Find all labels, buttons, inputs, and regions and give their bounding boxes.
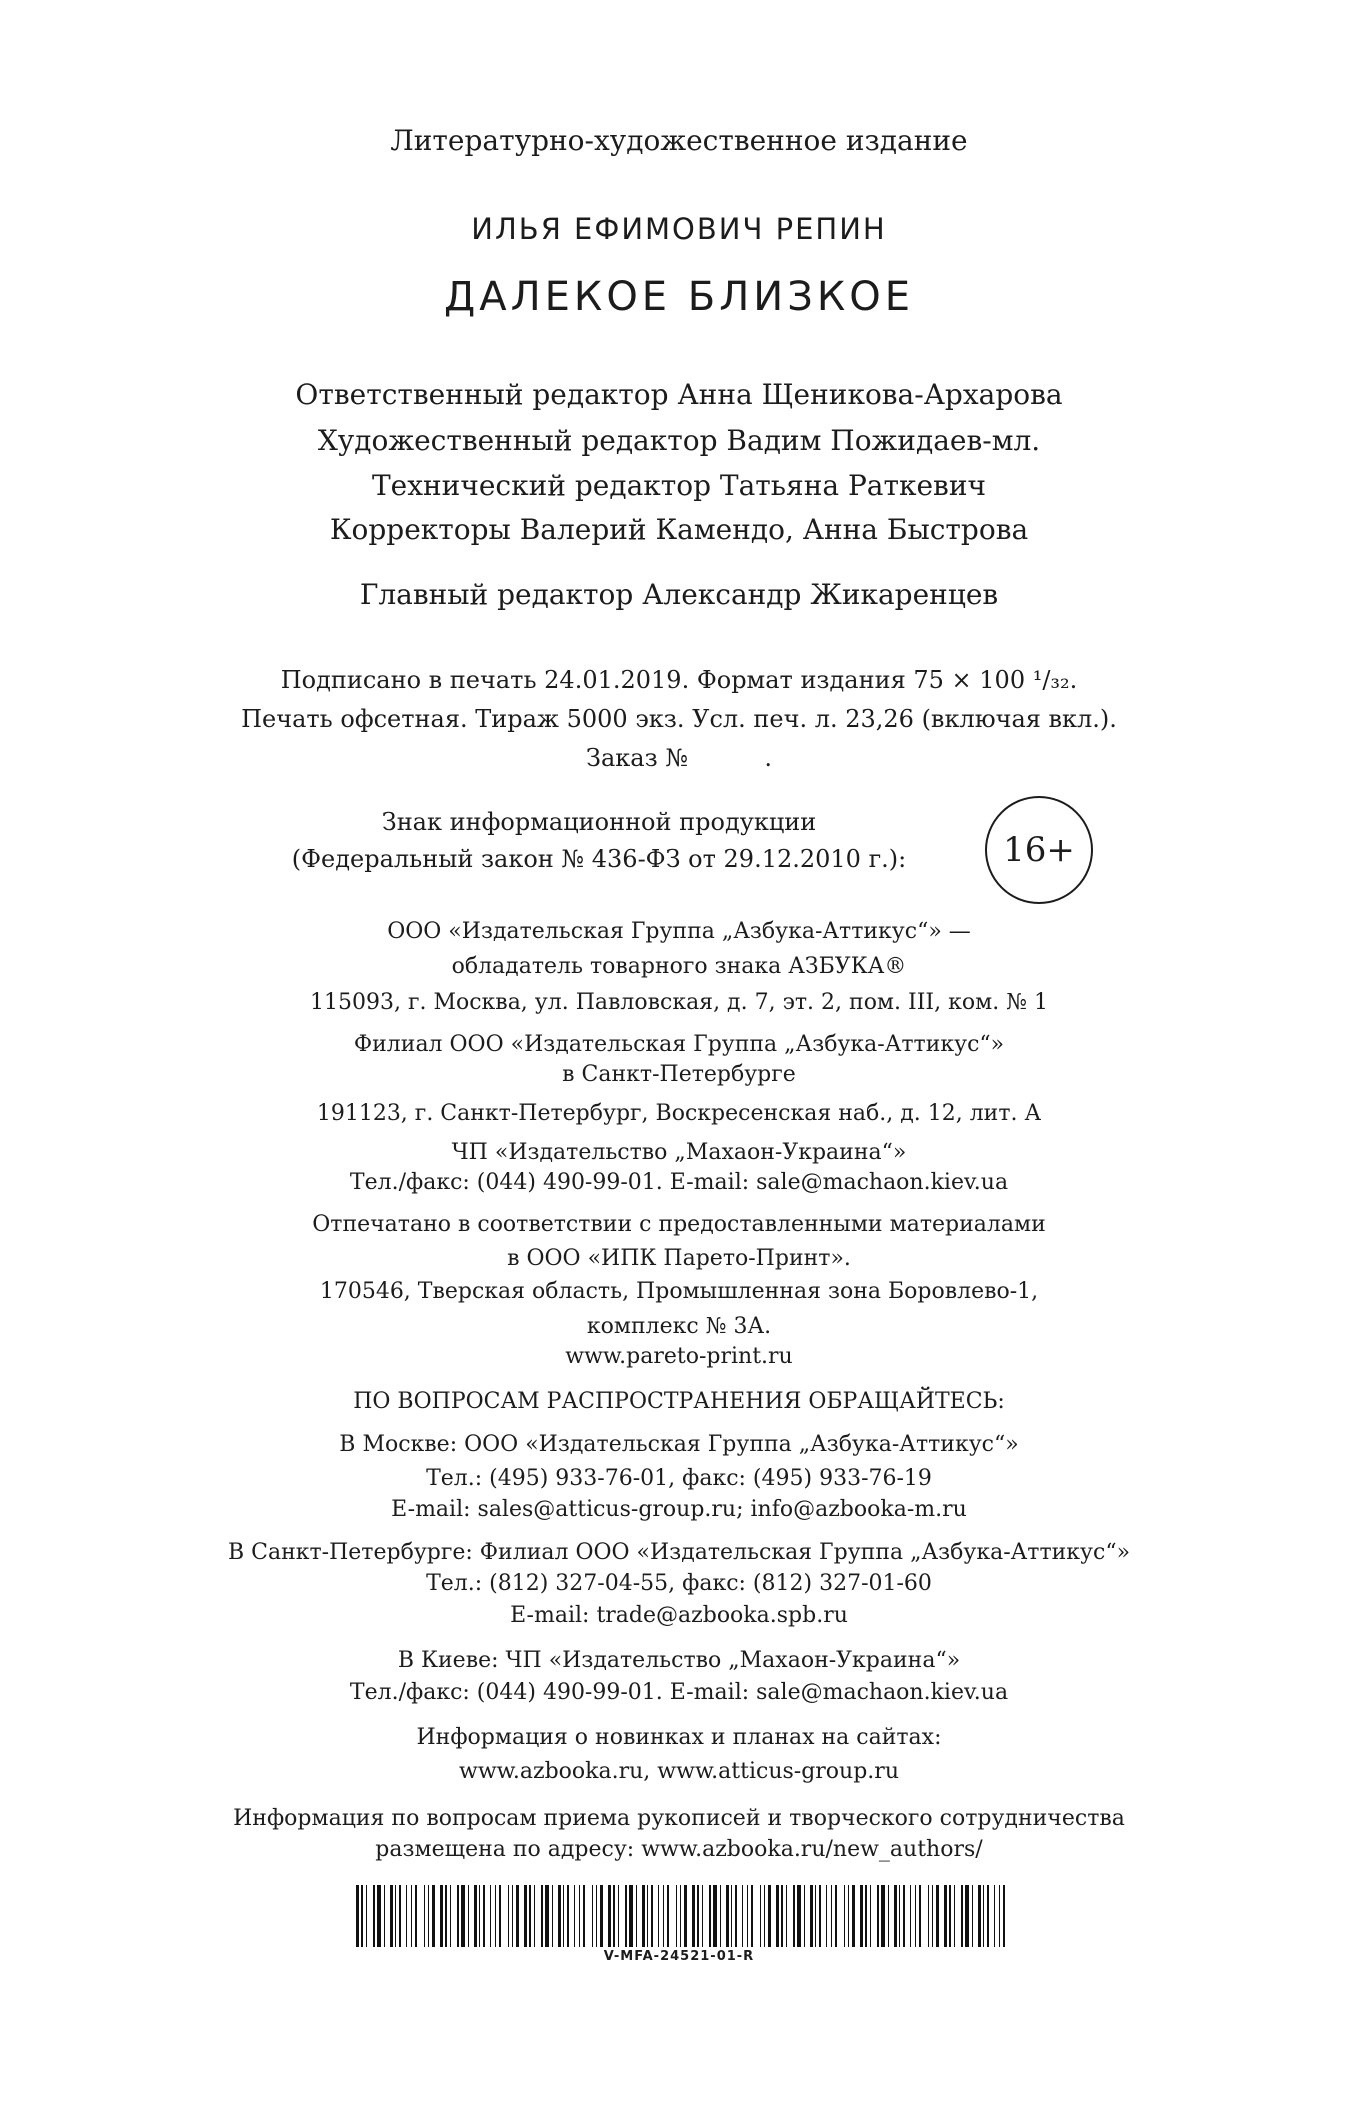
barcode-bar	[629, 1885, 633, 1947]
distribution-heading: ПО ВОПРОСАМ РАСПРОСТРАНЕНИЯ ОБРАЩАЙТЕСЬ:	[353, 1389, 1005, 1414]
barcode-bar	[781, 1885, 783, 1947]
barcode-bar	[910, 1885, 911, 1947]
barcode-bar	[552, 1885, 553, 1947]
barcode-bar	[432, 1885, 435, 1947]
barcode-bar	[965, 1885, 969, 1947]
print-info-line: Печать офсетная. Тираж 5000 экз. Усл. печ. л. 23,26 (включая вкл.).	[241, 705, 1117, 733]
editor-line: Ответственный редактор Анна Щеникова-Архарова	[295, 378, 1063, 411]
barcode-bar	[961, 1885, 963, 1947]
barcode-bar	[676, 1885, 677, 1947]
barcode-bar	[534, 1885, 535, 1947]
barcode-bar	[529, 1885, 531, 1947]
barcode-bar	[512, 1885, 513, 1947]
barcode-bar	[461, 1885, 465, 1947]
barcode-bar	[852, 1885, 855, 1947]
barcode-bar	[684, 1885, 687, 1947]
barcode-bar	[663, 1885, 664, 1947]
barcode-bar	[424, 1885, 425, 1947]
barcode-bar	[474, 1885, 477, 1947]
spb-branch-line: в Санкт-Петербурге	[562, 1062, 796, 1087]
barcode-bar	[819, 1885, 821, 1947]
barcode-bar	[490, 1885, 491, 1947]
websites-heading: Информация о новинках и планах на сайтах:	[416, 1725, 942, 1750]
printer-website: www.pareto-print.ru	[565, 1344, 793, 1369]
barcode-bar	[440, 1885, 443, 1947]
printer-line: Отпечатано в соответствии с предоставленными материалами	[312, 1212, 1046, 1237]
barcode-bar	[600, 1885, 603, 1947]
barcode-bar	[702, 1885, 703, 1947]
barcode-bar	[713, 1885, 717, 1947]
print-info-line: Подписано в печать 24.01.2019. Формат издания 75 × 100 ¹/₃₂.	[280, 666, 1078, 694]
barcode-text: V-MFA-24521-01-R	[603, 1949, 755, 1964]
barcode-bar	[647, 1885, 648, 1947]
barcode-bar	[384, 1885, 385, 1947]
barcode-bar	[735, 1885, 737, 1947]
barcode-bar	[395, 1885, 396, 1947]
barcode-bar	[1003, 1885, 1005, 1947]
spb-email: E-mail: trade@azbooka.spb.ru	[510, 1603, 848, 1628]
barcode-bar	[709, 1885, 711, 1947]
manuscripts-line: Информация по вопросам приема рукописей и творческого сотрудничества	[233, 1806, 1125, 1831]
spb-phones: Тел.: (812) 327-04-55, факс: (812) 327-01-60	[426, 1571, 932, 1596]
spb-branch-line: Филиал ООО «Издательская Группа „Азбука-Аттикус“»	[353, 1032, 1005, 1057]
barcode-bar	[558, 1885, 561, 1947]
barcode-bar	[983, 1885, 984, 1947]
barcode-bar	[999, 1885, 1000, 1947]
barcode-bar	[877, 1885, 879, 1947]
barcode-bar	[406, 1885, 407, 1947]
printer-line: в ООО «ИПК Парето-Принт».	[507, 1246, 851, 1271]
barcode-bar	[567, 1885, 569, 1947]
barcode-bar	[831, 1885, 832, 1947]
barcode-bar	[936, 1885, 939, 1947]
barcode-bar	[445, 1885, 447, 1947]
barcode-bar	[919, 1885, 921, 1947]
barcode-bar	[888, 1885, 889, 1947]
barcode-bar	[747, 1885, 748, 1947]
barcode-bar	[881, 1885, 885, 1947]
chief-editor: Главный редактор Александр Жикаренцев	[359, 578, 999, 611]
barcode-bar	[583, 1885, 585, 1947]
barcode-bar	[516, 1885, 519, 1947]
moscow-phones: Тел.: (495) 933-76-01, факс: (495) 933-76-19	[426, 1466, 932, 1491]
book-title: ДАЛЕКОЕ БЛИЗКОЕ	[443, 274, 915, 320]
order-number: Заказ № .	[586, 744, 772, 772]
barcode-bar	[731, 1885, 732, 1947]
barcode-bar	[844, 1885, 845, 1947]
barcode-bar	[592, 1885, 593, 1947]
barcode-bar	[651, 1885, 653, 1947]
barcode-bar	[356, 1885, 359, 1947]
barcode-bar	[826, 1885, 827, 1947]
age-sign-law: (Федеральный закон № 436-ФЗ от 29.12.2010 г.):	[291, 845, 907, 873]
barcode-bar	[541, 1885, 543, 1947]
editor-line: Технический редактор Татьяна Раткевич	[371, 469, 986, 502]
edition-type: Литературно-художественное издание	[390, 124, 968, 157]
barcode-bar	[870, 1885, 871, 1947]
publisher-line: ООО «Издательская Группа „Азбука-Аттикус“» —	[387, 919, 971, 944]
barcode-bar	[751, 1885, 753, 1947]
spb-distributor: В Санкт-Петербурге: Филиал ООО «Издательская Группа „Азбука-Аттикус“»	[227, 1540, 1131, 1565]
barcode-bar	[810, 1885, 813, 1947]
barcode-bar	[697, 1885, 699, 1947]
barcode-bar	[776, 1885, 779, 1947]
barcode-bar	[524, 1885, 527, 1947]
barcode-bar	[574, 1885, 575, 1947]
barcode-bar	[903, 1885, 905, 1947]
barcode-bar	[450, 1885, 451, 1947]
barcode-bar	[764, 1885, 765, 1947]
barcode-bar	[720, 1885, 721, 1947]
barcode-bar	[786, 1885, 787, 1947]
barcode-bar	[928, 1885, 929, 1947]
barcode-bar	[972, 1885, 973, 1947]
barcode-bar	[642, 1885, 645, 1947]
barcode-bar	[366, 1885, 367, 1947]
barcode-bar	[411, 1885, 412, 1947]
barcode-bar	[428, 1885, 429, 1947]
barcode	[356, 1885, 1006, 1947]
age-rating-badge: 16+	[985, 796, 1093, 904]
barcode-bar	[499, 1885, 501, 1947]
printer-line: комплекс № 3А.	[586, 1314, 772, 1339]
ukraine-line: ЧП «Издательство „Махаон-Украина“»	[451, 1140, 907, 1165]
barcode-bar	[760, 1885, 761, 1947]
barcode-bar	[835, 1885, 837, 1947]
barcode-bar	[625, 1885, 627, 1947]
barcode-bar	[768, 1885, 771, 1947]
barcode-bar	[848, 1885, 849, 1947]
age-sign-label: Знак информационной продукции	[381, 808, 817, 836]
barcode-bar	[479, 1885, 480, 1947]
barcode-bar	[613, 1885, 615, 1947]
barcode-bar	[483, 1885, 485, 1947]
barcode-bar	[899, 1885, 900, 1947]
barcode-bar	[579, 1885, 580, 1947]
barcode-bar	[377, 1885, 381, 1947]
barcode-bar	[545, 1885, 549, 1947]
kiev-distributor: В Киеве: ЧП «Издательство „Махаон-Украина“»	[397, 1648, 961, 1673]
barcode-bar	[932, 1885, 933, 1947]
kiev-contacts: Тел./факс: (044) 490-99-01. E-mail: sale@machaon.kiev.ua	[349, 1680, 1009, 1705]
barcode-bar	[667, 1885, 669, 1947]
barcode-bar	[390, 1885, 393, 1947]
barcode-bar	[954, 1885, 955, 1947]
moscow-email: E-mail: sales@atticus-group.ru; info@azbooka-m.ru	[391, 1497, 967, 1522]
barcode-bar	[692, 1885, 695, 1947]
barcode-bar	[563, 1885, 564, 1947]
barcode-bar	[793, 1885, 795, 1947]
barcode-bar	[636, 1885, 637, 1947]
barcode-bar	[987, 1885, 989, 1947]
editor-line: Корректоры Валерий Камендо, Анна Быстрова	[329, 513, 1029, 546]
barcode-bar	[399, 1885, 401, 1947]
publisher-address: 115093, г. Москва, ул. Павловская, д. 7, эт. 2, пом. III, ком. № 1	[309, 990, 1048, 1015]
barcode-bar	[797, 1885, 801, 1947]
barcode-bar	[680, 1885, 681, 1947]
barcode-bar	[804, 1885, 805, 1947]
barcode-bar	[457, 1885, 459, 1947]
barcode-bar	[361, 1885, 363, 1947]
publisher-line: обладатель товарного знака АЗБУКА®	[451, 954, 907, 979]
ukraine-contacts: Тел./факс: (044) 490-99-01. E-mail: sale@machaon.kiev.ua	[349, 1170, 1009, 1195]
barcode-bar	[742, 1885, 743, 1947]
author-name: ИЛЬЯ ЕФИМОВИЧ РЕПИН	[471, 212, 887, 246]
barcode-bar	[860, 1885, 863, 1947]
barcode-bar	[815, 1885, 816, 1947]
spb-branch-address: 191123, г. Санкт-Петербург, Воскресенская наб., д. 12, лит. А	[316, 1101, 1042, 1126]
barcode-bar	[618, 1885, 619, 1947]
barcode-bar	[658, 1885, 659, 1947]
moscow-distributor: В Москве: ООО «Издательская Группа „Азбука-Аттикус“»	[339, 1432, 1019, 1457]
barcode-bar	[415, 1885, 417, 1947]
websites-list: www.azbooka.ru, www.atticus-group.ru	[459, 1759, 899, 1784]
barcode-bar	[978, 1885, 981, 1947]
barcode-bar	[508, 1885, 509, 1947]
barcode-bar	[608, 1885, 611, 1947]
editor-line: Художественный редактор Вадим Пожидаев-мл.	[317, 424, 1041, 457]
barcode-bar	[495, 1885, 496, 1947]
barcode-bar	[468, 1885, 469, 1947]
barcode-bar	[865, 1885, 867, 1947]
printer-line: 170546, Тверская область, Промышленная зона Боровлево-1,	[319, 1279, 1039, 1304]
barcode-bar	[726, 1885, 729, 1947]
barcode-bar	[915, 1885, 916, 1947]
barcode-bar	[949, 1885, 951, 1947]
barcode-bar	[944, 1885, 947, 1947]
barcode-bar	[994, 1885, 995, 1947]
barcode-bar	[373, 1885, 375, 1947]
barcode-bar	[596, 1885, 597, 1947]
manuscripts-address: размещена по адресу: www.azbooka.ru/new_authors/	[375, 1837, 983, 1862]
barcode-bar	[894, 1885, 897, 1947]
